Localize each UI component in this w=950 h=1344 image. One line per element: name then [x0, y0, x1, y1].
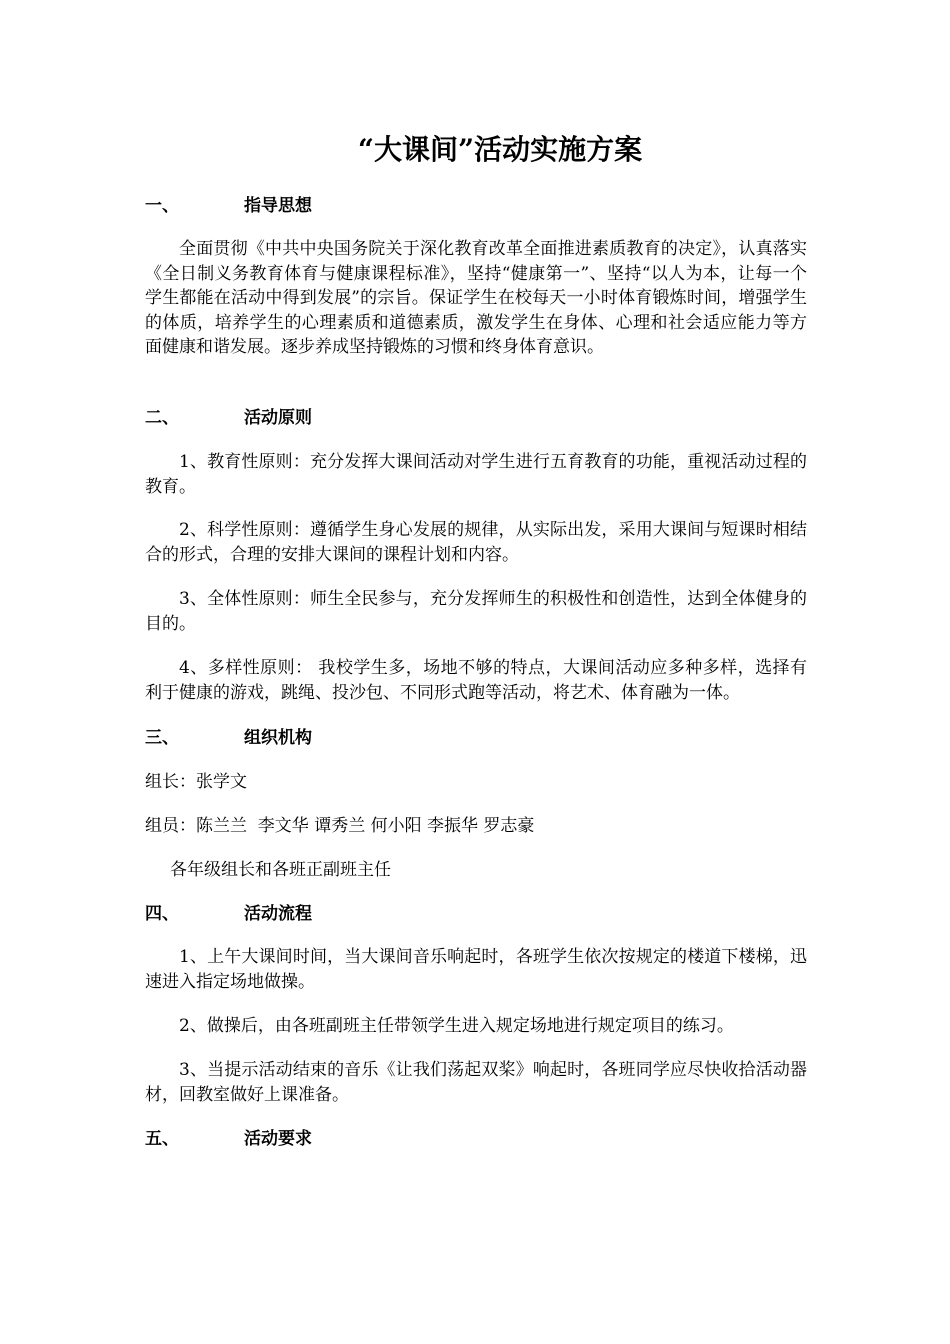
section-heading-5 — [145, 1127, 312, 1151]
group-leader: 组长：张学文 — [145, 772, 247, 792]
paragraph-principle-2: 2、科学性原则：遵循学生身心发展的规律，从实际出发，采用大课间与短课时相结合的形式，合理的安排大课间的课程计划和内容。 — [145, 520, 807, 565]
section-number: 二、 — [145, 408, 179, 428]
section-heading-2 — [145, 406, 312, 430]
paragraph-principle-3: 3、全体性原则：师生全民参与，充分发挥师生的积极性和创造性，达到全体健身的目的。 — [145, 589, 807, 634]
section-title: 活动流程 — [244, 904, 312, 924]
section-heading-4 — [145, 902, 312, 926]
section-title: 活动原则 — [244, 408, 312, 428]
section-number: 五、 — [145, 1129, 179, 1149]
paragraph-principle-1: 1、教育性原则：充分发挥大课间活动对学生进行五育教育的功能，重视活动过程的教育。 — [145, 452, 807, 497]
section-title: 组织机构 — [244, 728, 312, 748]
paragraph-process-1: 1、上午大课间时间，当大课间音乐响起时，各班学生依次按规定的楼道下楼梯，迅速进入指定场地做操。 — [145, 947, 807, 992]
section-number: 四、 — [145, 904, 179, 924]
section-title: 活动要求 — [244, 1129, 312, 1149]
section-heading-3 — [145, 726, 312, 750]
group-members: 组员：陈兰兰 李文华 谭秀兰 何小阳 李振华 罗志豪 — [145, 816, 535, 836]
paragraph-principle-4: 4、多样性原则： 我校学生多，场地不够的特点，大课间活动应多种多样，选择有利于健康的游戏，跳绳、投沙包、不同形式跑等活动，将艺术、体育融为一体。 — [145, 658, 807, 703]
document-title: “大课间”活动实施方案 — [357, 133, 643, 166]
paragraph-process-3: 3、当提示活动结束的音乐《让我们荡起双桨》响起时，各班同学应尽快收拾活动器材，回教室做好上课准备。 — [145, 1060, 807, 1105]
section-heading-1 — [145, 194, 312, 218]
section-title: 指导思想 — [244, 196, 312, 216]
section-number: 一、 — [145, 196, 179, 216]
paragraph-process-2: 2、做操后，由各班副班主任带领学生进入规定场地进行规定项目的练习。 — [179, 1016, 734, 1036]
paragraph-guiding-ideology: 全面贯彻《中共中央国务院关于深化教育改革全面推进素质教育的决定》，认真落实《全日制义务教育体育与健康课程标准》，坚持“健康第一”、坚持“以人为本，让每一个学生都能在活动中得到发展”的宗旨。保证学生在校每天一小时体育锻炼时间，增强学生的体质，培养学生的心理素质和道德素质，激发学生在身体、心理和社会适应能力等方面健康和谐发展。逐步养成坚持锻炼的习惯和终身体育意识。 — [145, 239, 807, 357]
section-number: 三、 — [145, 728, 179, 748]
group-others: 各年级组长和各班正副班主任 — [170, 860, 391, 880]
